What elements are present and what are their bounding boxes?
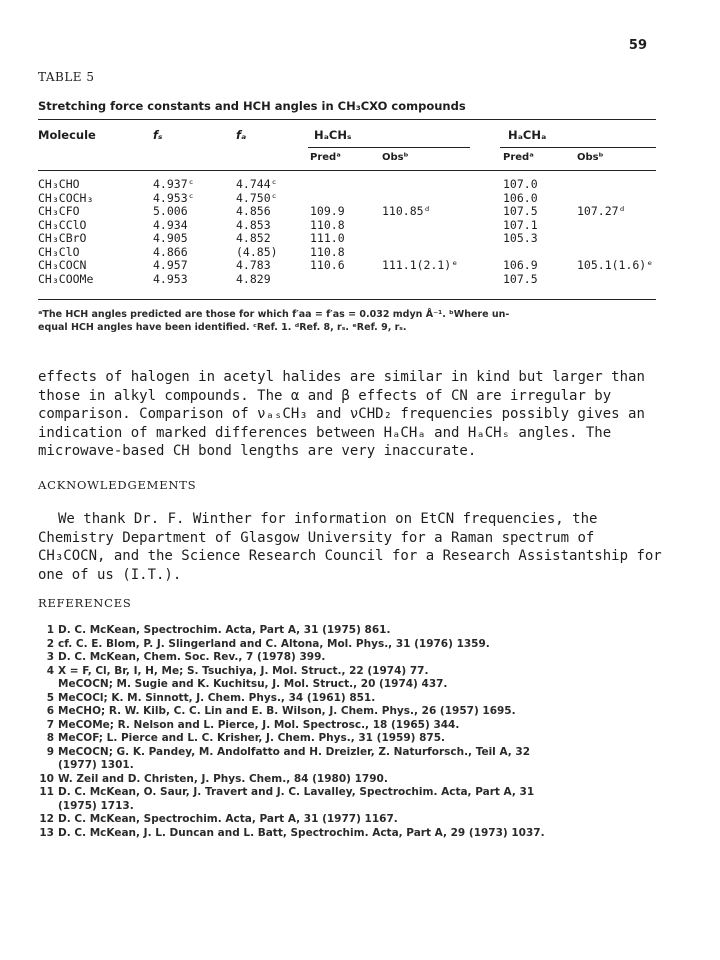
reference-number: 8 xyxy=(46,732,54,744)
body-paragraph: effects of halogen in acetyl halides are similar in kind but larger than those in alkyl compounds. The α and β effects of CN are irregular by comparison. Comparison of νₐₛCH₃ and νCHD₂ frequencies possibly gives an indication of marked differences between HₐCHₐ and HₐCHₛ angles. The microwave-based CH bond lengths are very inaccurate. xyxy=(38,369,645,459)
cell-fs: 4.957 xyxy=(153,258,188,272)
references-list xyxy=(38,624,678,840)
reference-number: 11 xyxy=(39,786,54,798)
page-number: 59 xyxy=(628,38,647,53)
acknowledgements-text: We thank Dr. F. Winther for information on EtCN frequencies, the Chemistry Department of Glasgow University for a Raman spectrum of CH₃COCN, and the Science Research Council for a Research Assistantship for one of us (I.T.). xyxy=(38,511,662,583)
table-top-rule xyxy=(38,119,656,120)
reference-item xyxy=(38,624,678,638)
header-hach-a: HₐCHₐ xyxy=(508,128,547,142)
cell-molecule: CH₃ClO xyxy=(38,244,80,259)
reference-number: 4 xyxy=(46,664,54,677)
reference-item xyxy=(38,786,678,800)
reference-text: MeCOCl; K. M. Sinnott, J. Chem. Phys., 34 (1961) 851. xyxy=(58,691,376,704)
cell-pred2: 107.0 xyxy=(503,177,538,191)
table-row xyxy=(38,204,656,218)
subheader-obs-2: Obsᵇ xyxy=(577,152,604,163)
reference-number: 2 xyxy=(46,637,54,650)
reference-number: 1 xyxy=(46,624,54,636)
reference-number: 12 xyxy=(39,813,54,825)
cell-fa: 4.783 xyxy=(236,258,271,272)
reference-text: D. C. McKean, Chem. Soc. Rev., 7 (1978) 399. xyxy=(58,651,326,663)
cell-pred1: 110.8 xyxy=(310,244,345,259)
reference-number: 9 xyxy=(46,745,54,758)
cell-fa: 4.856 xyxy=(236,204,271,218)
group-line-hach-s xyxy=(308,147,470,148)
table-caption: Stretching force constants and HCH angles in CH₃CXO compounds xyxy=(38,99,466,113)
table-row xyxy=(38,272,656,286)
cell-fs: 5.006 xyxy=(153,204,188,218)
reference-number: 6 xyxy=(46,705,54,717)
table-row xyxy=(38,191,656,205)
cell-pred2: 105.3 xyxy=(503,231,538,245)
cell-fs: 4.953ᶜ xyxy=(153,190,195,205)
body-paragraph-block xyxy=(38,368,668,461)
table-row xyxy=(38,177,656,191)
reference-text: cf. C. E. Blom, P. J. Slingerland and C. Altona, Mol. Phys., 31 (1976) 1359. xyxy=(58,637,490,650)
header-fs: fₛ xyxy=(153,128,163,142)
acknowledgements-title: ACKNOWLEDGEMENTS xyxy=(38,478,197,492)
group-line-hach-a xyxy=(500,147,656,148)
reference-item xyxy=(38,827,678,841)
cell-fa: 4.852 xyxy=(236,231,271,245)
acknowledgements-block xyxy=(38,510,668,584)
footnote-line: ᵃThe HCH angles predicted are those for which f′aa = f′as = 0.032 mdyn Å⁻¹. ᵇWhere un- xyxy=(38,309,510,320)
reference-item xyxy=(38,746,678,760)
cell-molecule: CH₃COOMe xyxy=(38,271,94,286)
cell-molecule: CH₃CFO xyxy=(38,204,80,218)
reference-text: MeCOF; L. Pierce and L. C. Krisher, J. Chem. Phys., 31 (1959) 875. xyxy=(58,732,446,744)
reference-number: 7 xyxy=(46,718,54,731)
cell-molecule: CH₃COCN xyxy=(38,258,87,272)
cell-pred2: 107.5 xyxy=(503,204,538,218)
cell-fa: 4.829 xyxy=(236,271,271,286)
cell-fs: 4.937ᶜ xyxy=(153,177,195,191)
table-row xyxy=(38,258,656,272)
subheader-pred-1: Predᵃ xyxy=(310,152,341,163)
reference-number: 13 xyxy=(39,826,54,839)
cell-molecule: CH₃CHO xyxy=(38,177,80,191)
reference-item xyxy=(38,651,678,665)
reference-text: MeCOMe; R. Nelson and L. Pierce, J. Mol. Spectrosc., 18 (1965) 344. xyxy=(58,718,460,731)
table-footnote xyxy=(38,308,658,334)
table-body xyxy=(38,177,656,285)
reference-item xyxy=(38,692,678,706)
cell-molecule: CH₃CBrO xyxy=(38,231,87,245)
cell-pred2: 106.0 xyxy=(503,190,538,205)
reference-item xyxy=(38,638,678,652)
cell-fs: 4.905 xyxy=(153,231,188,245)
reference-text: D. C. McKean, O. Saur, J. Travert and J. C. Lavalley, Spectrochim. Acta, Part A, 31 xyxy=(58,786,535,798)
reference-text: D. C. McKean, J. L. Duncan and L. Batt, Spectrochim. Acta, Part A, 29 (1973) 1037. xyxy=(58,826,545,839)
cell-obs2: 105.1(1.6)ᵉ xyxy=(577,258,654,272)
reference-item xyxy=(38,773,678,787)
references-title: REFERENCES xyxy=(38,596,132,610)
reference-text: MeCOCN; G. K. Pandey, M. Andolfatto and H. Dreizler, Z. Naturforsch., Teil A, 32 xyxy=(58,745,531,758)
cell-pred1: 109.9 xyxy=(310,204,345,218)
cell-pred1: 110.6 xyxy=(310,258,345,272)
cell-pred1: 111.0 xyxy=(310,231,345,245)
table-header-rule xyxy=(38,170,656,171)
reference-item xyxy=(38,813,678,827)
cell-obs1: 110.85ᵈ xyxy=(382,204,431,218)
cell-fs: 4.953 xyxy=(153,271,188,286)
cell-molecule: CH₃CClO xyxy=(38,217,87,232)
reference-continuation: (1977) 1301. xyxy=(58,759,134,771)
cell-fa: 4.744ᶜ xyxy=(236,177,278,191)
table-label: TABLE 5 xyxy=(38,70,95,84)
table-bottom-rule xyxy=(38,299,656,300)
reference-item xyxy=(38,732,678,746)
cell-pred1: 110.8 xyxy=(310,217,345,232)
reference-text: W. Zeil and D. Christen, J. Phys. Chem., 84 (1980) 1790. xyxy=(58,772,388,785)
header-molecule: Molecule xyxy=(38,128,96,142)
reference-continuation: MeCOCN; M. Sugie and K. Kuchitsu, J. Mol. Struct., 20 (1974) 437. xyxy=(58,678,448,690)
cell-molecule: CH₃COCH₃ xyxy=(38,190,94,205)
reference-text: D. C. McKean, Spectrochim. Acta, Part A, 31 (1977) 1167. xyxy=(58,813,398,825)
reference-text: MeCHO; R. W. Kilb, C. C. Lin and E. B. Wilson, J. Chem. Phys., 26 (1957) 1695. xyxy=(58,705,516,717)
reference-number: 10 xyxy=(39,772,54,785)
table-row xyxy=(38,231,656,245)
cell-fa: 4.750ᶜ xyxy=(236,190,278,205)
reference-text: X = F, Cl, Br, I, H, Me; S. Tsuchiya, J. Mol. Struct., 22 (1974) 77. xyxy=(58,664,429,677)
cell-obs2: 107.27ᵈ xyxy=(577,204,626,218)
table-row xyxy=(38,245,656,259)
header-hach-s: HₐCHₛ xyxy=(314,128,352,142)
cell-fa: 4.853 xyxy=(236,217,271,232)
cell-pred2: 106.9 xyxy=(503,258,538,272)
reference-item xyxy=(38,705,678,719)
reference-text: D. C. McKean, Spectrochim. Acta, Part A, 31 (1975) 861. xyxy=(58,624,391,636)
reference-item xyxy=(38,665,678,679)
cell-pred2: 107.5 xyxy=(503,271,538,286)
subheader-pred-2: Predᵃ xyxy=(503,152,534,163)
cell-fs: 4.866 xyxy=(153,244,188,259)
cell-pred2: 107.1 xyxy=(503,217,538,232)
reference-number: 3 xyxy=(46,651,54,663)
reference-continuation: (1975) 1713. xyxy=(58,799,134,812)
subheader-obs-1: Obsᵇ xyxy=(382,152,409,163)
header-fa: fₐ xyxy=(236,128,247,142)
cell-obs1: 111.1(2.1)ᵉ xyxy=(382,258,459,272)
table-row xyxy=(38,218,656,232)
cell-fs: 4.934 xyxy=(153,217,188,232)
footnote-line: equal HCH angles have been identified. ᶜRef. 1. ᵈRef. 8, rₛ. ᵉRef. 9, rₛ. xyxy=(38,322,407,333)
cell-fa: (4.85) xyxy=(236,244,278,259)
reference-item xyxy=(38,719,678,733)
reference-number: 5 xyxy=(46,691,54,704)
